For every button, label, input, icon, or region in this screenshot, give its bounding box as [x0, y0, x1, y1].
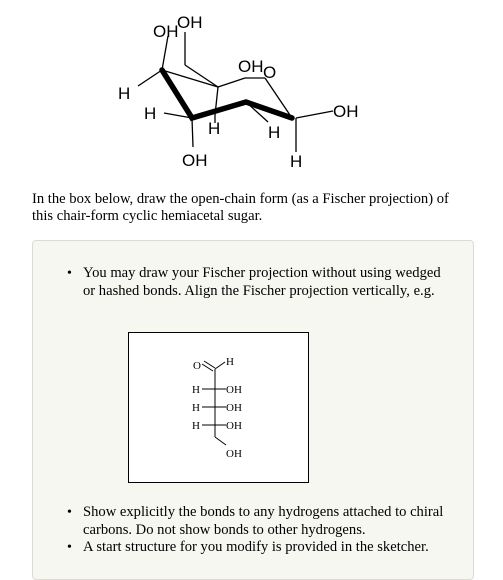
- instruction-bullet-3: • A start structure for you modify is provided in the sketcher.: [33, 539, 473, 557]
- bond-anomeric-oh: [296, 111, 333, 118]
- label-oh-c3: OH: [238, 57, 264, 76]
- instruction-bullet-2: • Show explicitly the bonds to any hydrogens attached to chiral carbons. Do not show bonds to other hydrogens.: [33, 504, 473, 539]
- fischer-co-bond2: [204, 361, 215, 368]
- bond-c5-c4: [185, 65, 218, 87]
- fischer-row3-right: OH: [226, 420, 242, 432]
- label-oh-top-right: OH: [177, 13, 203, 32]
- bond-c2-oh: [192, 118, 193, 147]
- bond-c5-h: [138, 70, 162, 86]
- label-h-left: H: [118, 84, 131, 103]
- fischer-tail: [215, 437, 226, 445]
- instruction-list-top: [33, 265, 473, 300]
- label-h-c3: H: [208, 119, 221, 138]
- label-oh-c4: OH: [182, 151, 208, 170]
- instruction-bullet-1: • You may draw your Fischer projection without using wedged or hashed bonds. Align the Fischer projection vertically, e.g.: [33, 265, 473, 300]
- fischer-aldehyde-h: H: [226, 356, 234, 368]
- fischer-row1-left: H: [192, 384, 200, 396]
- fischer-ch-bond: [215, 362, 225, 369]
- instruction-list-bottom: [33, 504, 473, 557]
- label-h-anomeric: H: [290, 152, 303, 171]
- fischer-aldehyde-o: O: [193, 360, 201, 372]
- fischer-co-bond: [202, 364, 213, 371]
- chair-structure: [0, 0, 503, 185]
- instructions-box: [32, 240, 474, 580]
- fischer-row1-right: OH: [226, 384, 242, 396]
- fischer-row2-left: H: [192, 402, 200, 414]
- fischer-row2-right: OH: [226, 402, 242, 414]
- label-oh-top-left: OH: [153, 22, 179, 41]
- bond-c4-oh: [218, 78, 245, 87]
- fischer-bottom-oh: OH: [226, 448, 242, 460]
- bond-c5-oh: [162, 36, 168, 70]
- question-prompt: In the box below, draw the open-chain form (as a Fischer projection) of this chair-form cyclic hemiacetal sugar.: [32, 191, 449, 224]
- label-oh-anomeric: OH: [333, 102, 359, 121]
- label-h-left2: H: [144, 104, 157, 123]
- fischer-projection: [129, 333, 308, 482]
- example-fischer-figure: [128, 332, 309, 483]
- fischer-row3-left: H: [192, 420, 200, 432]
- label-ring-o: O: [263, 63, 277, 82]
- label-h-c4: H: [268, 123, 281, 142]
